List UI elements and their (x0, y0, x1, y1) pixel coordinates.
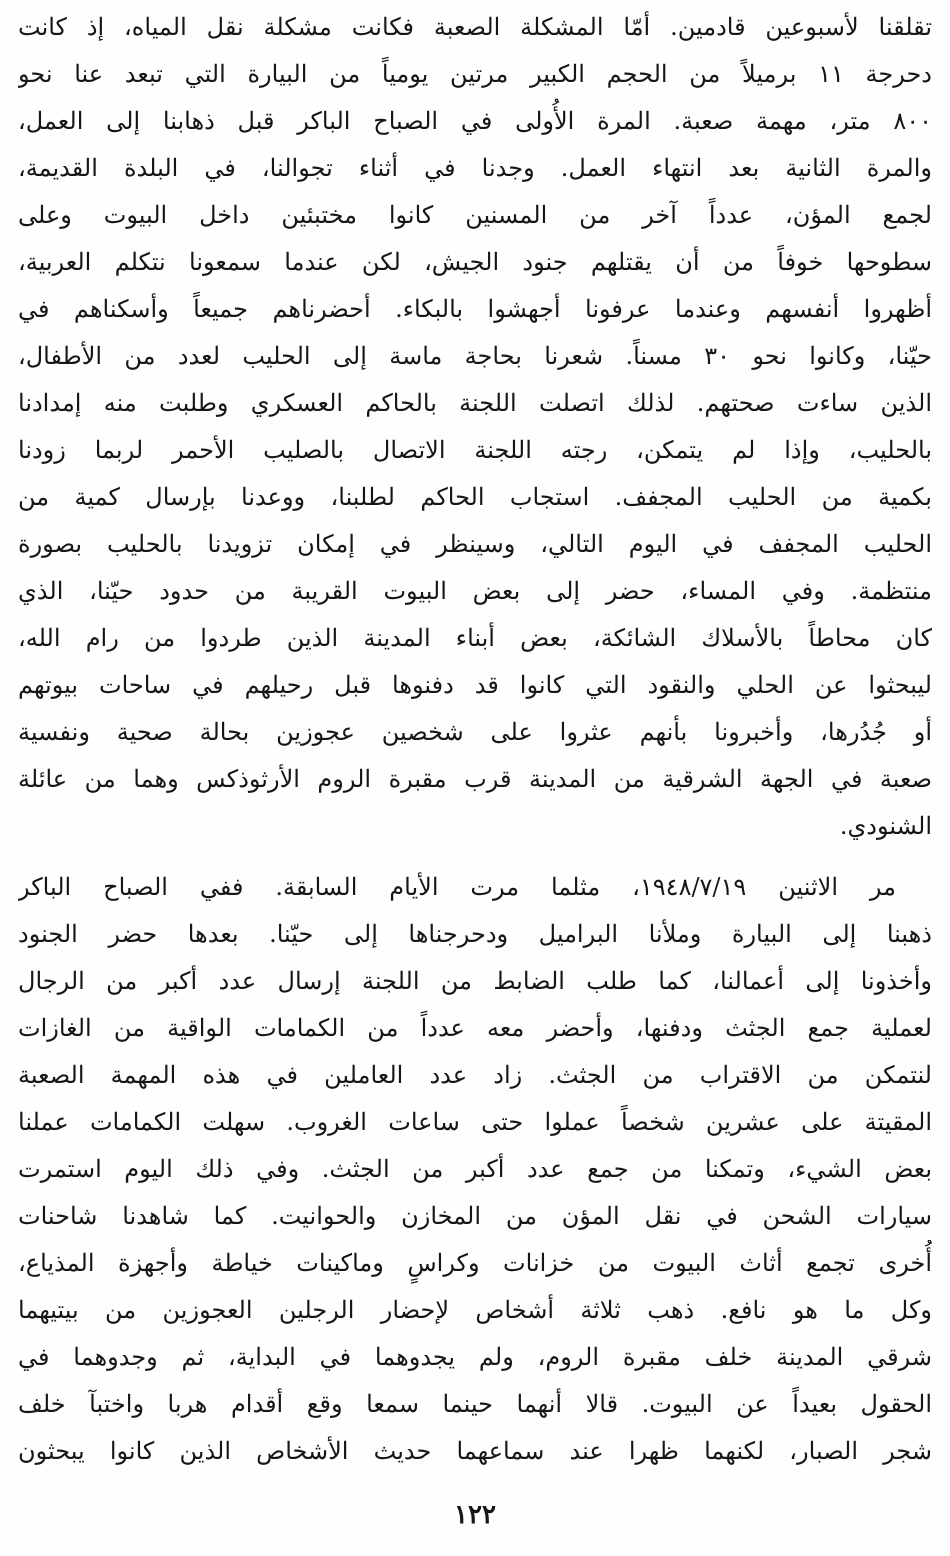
text-line: أُخرى تجمع أثاث البيوت من خزانات وكراسٍ وماكينات خياطة وأجهزة المذياع، (18, 1249, 932, 1277)
text-line: والمرة الثانية بعد انتهاء العمل. وجدنا في أثناء تجوالنا، في البلدة القديمة، (18, 154, 932, 182)
text-line: كان محاطاً بالأسلاك الشائكة، بعض أبناء المدينة الذين طردوا من رام الله، (18, 624, 932, 652)
text-line: مر الاثنين ١٩٤٨/٧/١٩، مثلما مرت الأيام السابقة. ففي الصباح الباكر (18, 873, 896, 901)
text-line: ذهبنا إلى البيارة وملأنا البراميل ودحرجناها إلى حيّنا. بعدها حضر الجنود (18, 920, 932, 948)
paragraph-2 (18, 864, 932, 1475)
text-line: الشنودي. (839, 812, 932, 840)
text-line: الحقول بعيداً عن البيوت. قالا أنهما حينما سمعا وقع أقدام هربا واختبآ خلف (18, 1390, 932, 1418)
text-line: وأخذونا إلى أعمالنا، كما طلب الضابط من اللجنة إرسال عدد أكبر من الرجال (18, 967, 932, 995)
text-line: شجر الصبار، لكنهما ظهرا عند سماعهما حديث الأشخاص الذين كانوا يبحثون (18, 1437, 932, 1465)
text-line: أظهروا أنفسهم وعندما عرفونا أجهشوا بالبكاء. أحضرناهم جميعاً وأسكناهم في (18, 295, 932, 323)
text-line: بالحليب، وإذا لم يتمكن، رجته اللجنة الاتصال بالصليب الأحمر لربما زودنا (18, 436, 932, 464)
text-line: ليبحثوا عن الحلي والنقود التي كانوا قد دفنوها قبل رحيلهم في ساحات بيوتهم (18, 671, 932, 699)
text-line: الذين ساءت صحتهم. لذلك اتصلت اللجنة بالحاكم العسكري وطلبت منه إمدادنا (18, 389, 932, 417)
text-line: دحرجة ١١ برميلاً من الحجم الكبير مرتين يومياً من البيارة التي تبعد عنا نحو (18, 60, 932, 88)
text-line: لعملية جمع الجثث ودفنها، وأحضر معه عدداً من الكمامات الواقية من الغازات (18, 1014, 932, 1042)
text-line: حيّنا، وكانوا نحو ٣٠ مسناً. شعرنا بحاجة ماسة إلى الحليب لعدد من الأطفال، (18, 342, 932, 370)
text-line: تقلقنا لأسبوعين قادمين. أمّا المشكلة الصعبة فكانت مشكلة نقل المياه، إذ كانت (18, 13, 932, 41)
text-line: بعض الشيء، وتمكنا من جمع عدد أكبر من الجثث. وفي ذلك اليوم استمرت (18, 1155, 932, 1183)
text-line: صعبة في الجهة الشرقية من المدينة قرب مقبرة الروم الأرثوذكس وهما من عائلة (18, 765, 932, 793)
text-line: وكل ما هو نافع. ذهب ثلاثة أشخاص لإحضار الرجلين العجوزين من بيتيهما (18, 1296, 932, 1324)
text-line: منتظمة. وفي المساء، حضر إلى بعض البيوت القريبة من حدود حيّنا، الذي (18, 577, 932, 605)
text-line: شرقي المدينة خلف مقبرة الروم، ولم يجدوهما في البداية، ثم وجدوهما في (18, 1343, 932, 1371)
text-line: بكمية من الحليب المجفف. استجاب الحاكم لطلبنا، ووعدنا بإرسال كمية من (18, 483, 932, 511)
text-line: سيارات الشحن في نقل المؤن من المخازن والحوانيت. كما شاهدنا شاحنات (18, 1202, 932, 1230)
text-line: ٨٠٠ متر، مهمة صعبة. المرة الأُولى في الصباح الباكر قبل ذهابنا إلى العمل، (18, 107, 932, 135)
paragraph-1 (18, 4, 932, 850)
text-line: الحليب المجفف في اليوم التالي، وسينظر في إمكان تزويدنا بالحليب بصورة (18, 530, 932, 558)
text-line: سطوحها خوفاً من أن يقتلهم جنود الجيش، لكن عندما سمعونا نتكلم العربية، (18, 248, 932, 276)
text-line: أو جُدُرها، وأخبرونا بأنهم عثروا على شخصين عجوزين بحالة صحية ونفسية (18, 718, 932, 746)
body-text (18, 4, 932, 1475)
text-line: لجمع المؤن، عدداً آخر من المسنين كانوا مختبئين داخل البيوت وعلى (18, 201, 932, 229)
page-number: ١٢٢ (454, 1500, 496, 1530)
text-line: لنتمكن من الاقتراب من الجثث. زاد عدد العاملين في هذه المهمة الصعبة (18, 1061, 932, 1089)
text-line: المقيتة على عشرين شخصاً عملوا حتى ساعات الغروب. سهلت الكمامات عملنا (18, 1108, 932, 1136)
